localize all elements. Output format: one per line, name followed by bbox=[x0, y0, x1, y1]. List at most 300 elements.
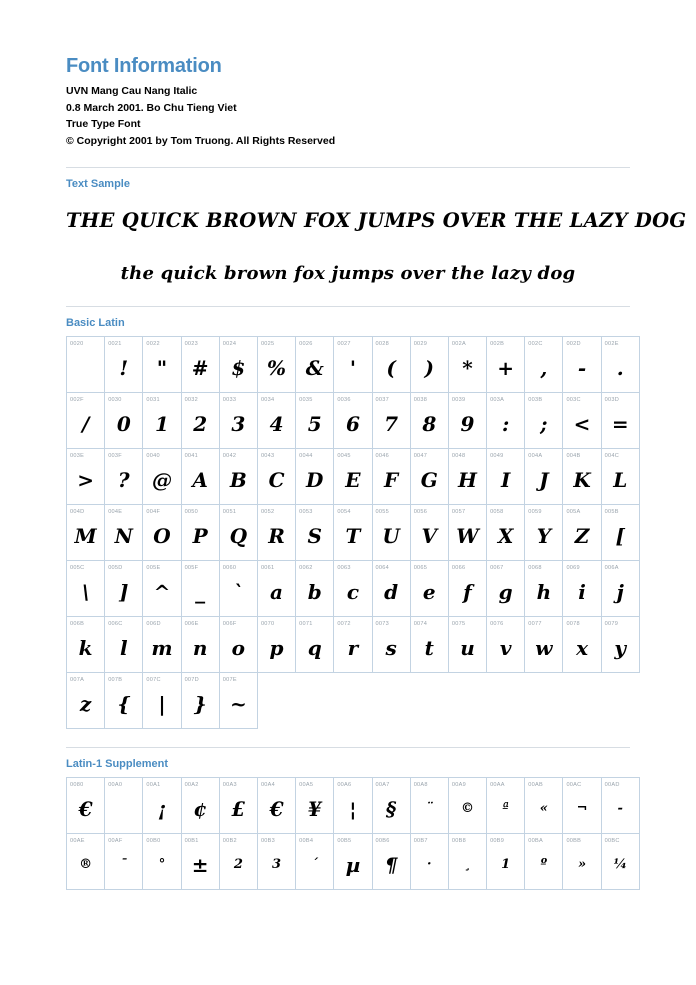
glyph-cell[interactable] bbox=[410, 337, 448, 393]
glyph-codepoint-label: 0027 bbox=[337, 341, 351, 347]
glyph-codepoint-label: 006E bbox=[184, 621, 199, 627]
glyph-character: µ bbox=[345, 853, 361, 877]
glyph-cell[interactable] bbox=[296, 561, 334, 617]
glyph-codepoint-label: 003C bbox=[566, 397, 581, 403]
glyph-cell[interactable] bbox=[487, 561, 525, 617]
glyph-codepoint-label: 004D bbox=[70, 509, 85, 515]
glyph-character: ¬ bbox=[576, 801, 588, 816]
glyph-codepoint-label: 0055 bbox=[375, 509, 389, 515]
glyph-cell[interactable] bbox=[563, 561, 601, 617]
glyph-cell[interactable] bbox=[410, 561, 448, 617]
glyph-cell[interactable] bbox=[563, 505, 601, 561]
glyph-character: F bbox=[383, 468, 399, 492]
sample-lowercase: the quick brown fox jumps over the lazy dog bbox=[120, 263, 576, 284]
glyph-codepoint-label: 0022 bbox=[146, 341, 160, 347]
glyph-cell[interactable] bbox=[181, 449, 219, 505]
glyph-codepoint-label: 00AB bbox=[528, 782, 543, 788]
glyph-codepoint-label: 00A1 bbox=[146, 782, 161, 788]
glyph-cell[interactable] bbox=[181, 337, 219, 393]
glyph-codepoint-label: 0038 bbox=[413, 397, 428, 403]
glyph-character: G bbox=[420, 468, 438, 492]
glyph-cell[interactable] bbox=[448, 617, 486, 673]
glyph-cell-empty bbox=[334, 673, 372, 729]
glyph-character: ± bbox=[191, 853, 209, 877]
glyph-cell[interactable] bbox=[334, 505, 372, 561]
glyph-character: ® bbox=[79, 857, 93, 872]
glyph-codepoint-label: 00B5 bbox=[337, 838, 352, 844]
glyph-character: » bbox=[577, 857, 587, 872]
glyph-codepoint-label: 0064 bbox=[375, 565, 389, 571]
glyph-cell[interactable] bbox=[143, 561, 181, 617]
glyph-codepoint-label: 002F bbox=[70, 397, 84, 403]
glyph-character: ¯ bbox=[120, 857, 128, 872]
glyph-codepoint-label: 0049 bbox=[490, 453, 504, 459]
glyph-codepoint-label: 0037 bbox=[375, 397, 389, 403]
glyph-character: b bbox=[307, 580, 322, 604]
glyph-character: p bbox=[269, 636, 284, 660]
glyph-character: ' bbox=[349, 356, 356, 380]
glyph-codepoint-label: 0059 bbox=[528, 509, 542, 515]
glyph-character: Q bbox=[229, 524, 248, 548]
glyph-character: w bbox=[535, 636, 553, 660]
glyph-cell[interactable] bbox=[601, 561, 639, 617]
glyph-codepoint-label: 0051 bbox=[222, 509, 237, 515]
glyph-cell[interactable] bbox=[143, 505, 181, 561]
glyph-cell[interactable] bbox=[448, 337, 486, 393]
glyph-character: . bbox=[616, 356, 624, 380]
glyph-cell[interactable] bbox=[67, 337, 105, 393]
glyph-cell[interactable] bbox=[105, 778, 143, 834]
glyph-row bbox=[67, 505, 640, 561]
glyph-cell[interactable] bbox=[219, 778, 257, 834]
glyph-codepoint-label: 0042 bbox=[222, 453, 237, 459]
glyph-cell[interactable] bbox=[181, 393, 219, 449]
glyph-character: } bbox=[193, 692, 207, 716]
glyph-cell[interactable] bbox=[296, 505, 334, 561]
section-heading-text-sample: Text Sample bbox=[66, 178, 130, 190]
glyph-cell[interactable] bbox=[372, 337, 410, 393]
glyph-cell[interactable] bbox=[67, 505, 105, 561]
glyph-character: Y bbox=[536, 524, 551, 548]
glyph-cell[interactable] bbox=[105, 449, 143, 505]
glyph-character: L bbox=[613, 468, 628, 492]
glyph-character: M bbox=[74, 524, 97, 548]
glyph-cell[interactable] bbox=[219, 673, 257, 729]
section-divider bbox=[66, 167, 630, 168]
glyph-cell[interactable] bbox=[372, 505, 410, 561]
font-version-line: 0.8 March 2001. Bo Chu Tieng Viet bbox=[66, 101, 237, 114]
glyph-character: ¼ bbox=[613, 857, 627, 872]
glyph-cell[interactable] bbox=[296, 337, 334, 393]
glyph-codepoint-label: 0041 bbox=[184, 453, 199, 459]
glyph-cell[interactable] bbox=[372, 561, 410, 617]
glyph-cell[interactable] bbox=[257, 337, 295, 393]
glyph-character: ¨ bbox=[426, 801, 433, 816]
section-basic-latin bbox=[66, 306, 630, 729]
glyph-codepoint-label: 0076 bbox=[490, 621, 504, 627]
glyph-cell[interactable] bbox=[219, 505, 257, 561]
glyph-cell[interactable] bbox=[257, 778, 295, 834]
glyph-cell[interactable] bbox=[410, 778, 448, 834]
glyph-cell[interactable] bbox=[487, 505, 525, 561]
glyph-character: 3 bbox=[272, 857, 282, 872]
glyph-character: £ bbox=[231, 797, 246, 821]
glyph-codepoint-label: 002E bbox=[604, 341, 619, 347]
glyph-row bbox=[67, 561, 640, 617]
glyph-cell[interactable] bbox=[525, 561, 563, 617]
glyph-cell[interactable] bbox=[563, 778, 601, 834]
glyph-cell[interactable] bbox=[143, 617, 181, 673]
glyph-cell[interactable] bbox=[143, 673, 181, 729]
glyph-cell[interactable] bbox=[563, 393, 601, 449]
glyph-character: ¶ bbox=[384, 853, 398, 877]
glyph-cell-empty bbox=[448, 673, 486, 729]
glyph-codepoint-label: 0029 bbox=[413, 341, 428, 347]
glyph-cell[interactable] bbox=[181, 505, 219, 561]
glyph-character: S bbox=[307, 524, 322, 548]
glyph-cell[interactable] bbox=[296, 449, 334, 505]
glyph-codepoint-label: 007D bbox=[184, 677, 199, 683]
glyph-character: B bbox=[229, 468, 247, 492]
glyph-cell[interactable] bbox=[219, 561, 257, 617]
glyph-cell[interactable] bbox=[143, 778, 181, 834]
glyph-cell[interactable] bbox=[410, 449, 448, 505]
section-heading-latin1-supplement: Latin-1 Supplement bbox=[66, 758, 169, 770]
glyph-character: A bbox=[192, 468, 208, 492]
glyph-cell[interactable] bbox=[372, 617, 410, 673]
glyph-codepoint-label: 00A4 bbox=[260, 782, 276, 788]
glyph-cell[interactable] bbox=[487, 617, 525, 673]
glyph-character: t bbox=[424, 636, 434, 660]
glyph-codepoint-label: 005C bbox=[70, 565, 85, 571]
glyph-character: 2 bbox=[233, 857, 243, 872]
glyph-cell[interactable] bbox=[487, 393, 525, 449]
glyph-character: 8 bbox=[422, 412, 437, 436]
glyph-cell[interactable] bbox=[257, 449, 295, 505]
glyph-codepoint-label: 003B bbox=[528, 397, 543, 403]
glyph-character: U bbox=[382, 524, 400, 548]
glyph-codepoint-label: 00AE bbox=[70, 838, 85, 844]
glyph-cell[interactable] bbox=[487, 337, 525, 393]
glyph-character: ~ bbox=[229, 692, 247, 716]
glyph-cell[interactable] bbox=[143, 834, 181, 890]
glyph-codepoint-label: 0050 bbox=[184, 509, 199, 515]
glyph-codepoint-label: 003F bbox=[108, 453, 122, 459]
glyph-character: V bbox=[421, 524, 438, 548]
glyph-cell[interactable] bbox=[296, 834, 334, 890]
glyph-cell[interactable] bbox=[257, 834, 295, 890]
glyph-codepoint-label: 007E bbox=[222, 677, 237, 683]
glyph-character: € bbox=[78, 797, 93, 821]
section-divider bbox=[66, 747, 630, 748]
glyph-codepoint-label: 00A0 bbox=[108, 782, 123, 788]
glyph-codepoint-label: 0069 bbox=[566, 565, 580, 571]
glyph-cell[interactable] bbox=[105, 617, 143, 673]
glyph-cell[interactable] bbox=[257, 617, 295, 673]
glyph-cell[interactable] bbox=[219, 337, 257, 393]
glyph-cell[interactable] bbox=[525, 834, 563, 890]
glyph-cell[interactable] bbox=[67, 617, 105, 673]
glyph-row bbox=[67, 778, 640, 834]
glyph-codepoint-label: 00BA bbox=[528, 838, 543, 844]
glyph-cell[interactable] bbox=[181, 778, 219, 834]
glyph-cell[interactable] bbox=[143, 449, 181, 505]
glyph-character: ¸ bbox=[464, 857, 471, 872]
glyph-cell[interactable] bbox=[67, 778, 105, 834]
glyph-character: _ bbox=[195, 580, 206, 604]
glyph-cell[interactable] bbox=[448, 778, 486, 834]
glyph-cell[interactable] bbox=[257, 561, 295, 617]
glyph-cell[interactable] bbox=[448, 561, 486, 617]
glyph-cell[interactable] bbox=[410, 393, 448, 449]
glyph-codepoint-label: 00B7 bbox=[413, 838, 428, 844]
glyph-codepoint-label: 006A bbox=[604, 565, 619, 571]
glyph-codepoint-label: 00B8 bbox=[451, 838, 466, 844]
glyph-cell[interactable] bbox=[334, 393, 372, 449]
glyph-character: D bbox=[306, 468, 324, 492]
glyph-codepoint-label: 003E bbox=[70, 453, 85, 459]
glyph-character: d bbox=[384, 580, 399, 604]
glyph-cell[interactable] bbox=[296, 617, 334, 673]
document-header bbox=[66, 0, 630, 149]
glyph-cell[interactable] bbox=[601, 337, 639, 393]
glyph-character: 4 bbox=[269, 412, 284, 436]
glyph-cell[interactable] bbox=[143, 393, 181, 449]
glyph-cell[interactable] bbox=[105, 505, 143, 561]
glyph-cell[interactable] bbox=[563, 449, 601, 505]
glyph-codepoint-label: 004E bbox=[108, 509, 123, 515]
glyph-character: c bbox=[346, 580, 359, 604]
glyph-character: ¢ bbox=[193, 797, 208, 821]
glyph-codepoint-label: 0061 bbox=[260, 565, 275, 571]
glyph-character: § bbox=[385, 797, 397, 821]
glyph-cell[interactable] bbox=[601, 393, 639, 449]
glyph-codepoint-label: 0034 bbox=[260, 397, 275, 403]
glyph-codepoint-label: 002B bbox=[490, 341, 505, 347]
glyph-codepoint-label: 0056 bbox=[413, 509, 428, 515]
glyph-cell[interactable] bbox=[563, 617, 601, 673]
glyph-character: | bbox=[158, 692, 166, 716]
glyph-character: 6 bbox=[345, 412, 360, 436]
glyph-codepoint-label: 006F bbox=[222, 621, 237, 627]
glyph-character: X bbox=[497, 524, 514, 548]
glyph-codepoint-label: 00B9 bbox=[490, 838, 505, 844]
glyph-cell[interactable] bbox=[525, 393, 563, 449]
glyph-cell[interactable] bbox=[525, 778, 563, 834]
glyph-character: R bbox=[268, 524, 285, 548]
glyph-codepoint-label: 004F bbox=[146, 509, 161, 515]
glyph-cell[interactable] bbox=[143, 337, 181, 393]
glyph-cell[interactable] bbox=[296, 778, 334, 834]
glyph-cell[interactable] bbox=[257, 393, 295, 449]
glyph-cell[interactable] bbox=[105, 393, 143, 449]
glyph-codepoint-label: 0054 bbox=[337, 509, 351, 515]
glyph-cell[interactable] bbox=[448, 393, 486, 449]
glyph-cell[interactable] bbox=[67, 393, 105, 449]
text-sample-block bbox=[66, 197, 687, 288]
glyph-codepoint-label: 0063 bbox=[337, 565, 351, 571]
glyph-cell[interactable] bbox=[525, 449, 563, 505]
glyph-codepoint-label: 002A bbox=[451, 341, 466, 347]
glyph-cell[interactable] bbox=[525, 337, 563, 393]
glyph-codepoint-label: 0079 bbox=[604, 621, 619, 627]
glyph-cell[interactable] bbox=[334, 617, 372, 673]
glyph-cell[interactable] bbox=[410, 834, 448, 890]
glyph-cell[interactable] bbox=[372, 834, 410, 890]
glyph-codepoint-label: 0075 bbox=[451, 621, 466, 627]
glyph-cell[interactable] bbox=[487, 778, 525, 834]
glyph-cell-empty bbox=[487, 673, 525, 729]
glyph-cell-empty bbox=[601, 673, 639, 729]
glyph-cell[interactable] bbox=[410, 505, 448, 561]
glyph-character: 0 bbox=[116, 412, 131, 436]
glyph-cell[interactable] bbox=[525, 617, 563, 673]
glyph-cell[interactable] bbox=[448, 505, 486, 561]
glyph-cell[interactable] bbox=[563, 337, 601, 393]
glyph-cell-empty bbox=[257, 673, 295, 729]
glyph-cell[interactable] bbox=[334, 449, 372, 505]
glyph-cell[interactable] bbox=[219, 393, 257, 449]
glyph-cell[interactable] bbox=[334, 778, 372, 834]
glyph-character: ° bbox=[158, 857, 166, 872]
glyph-character: P bbox=[192, 524, 208, 548]
font-type-line: True Type Font bbox=[66, 118, 141, 130]
section-heading-basic-latin: Basic Latin bbox=[66, 317, 125, 329]
glyph-character: ; bbox=[540, 412, 548, 436]
section-latin1-supplement bbox=[66, 747, 630, 890]
glyph-cell[interactable] bbox=[601, 834, 639, 890]
glyph-codepoint-label: 0047 bbox=[413, 453, 428, 459]
glyph-character: ` bbox=[233, 580, 244, 604]
glyph-cell[interactable] bbox=[487, 834, 525, 890]
glyph-character: o bbox=[231, 636, 246, 660]
glyph-codepoint-label: 004C bbox=[604, 453, 619, 459]
glyph-character: \ bbox=[81, 580, 90, 604]
glyph-cell[interactable] bbox=[105, 673, 143, 729]
glyph-character: T bbox=[345, 524, 361, 548]
glyph-codepoint-label: 0026 bbox=[299, 341, 313, 347]
glyph-cell[interactable] bbox=[372, 393, 410, 449]
glyph-character: ) bbox=[424, 356, 435, 380]
glyph-character: n bbox=[192, 636, 208, 660]
glyph-codepoint-label: 0040 bbox=[146, 453, 160, 459]
glyph-row bbox=[67, 449, 640, 505]
glyph-codepoint-label: 00A6 bbox=[337, 782, 352, 788]
glyph-cell[interactable] bbox=[219, 449, 257, 505]
glyph-codepoint-label: 00A3 bbox=[222, 782, 237, 788]
glyph-codepoint-label: 0057 bbox=[451, 509, 466, 515]
glyph-cell[interactable] bbox=[67, 561, 105, 617]
glyph-cell[interactable] bbox=[448, 834, 486, 890]
glyph-codepoint-label: 004A bbox=[528, 453, 543, 459]
glyph-character: 3 bbox=[231, 412, 246, 436]
glyph-row bbox=[67, 337, 640, 393]
glyph-cell[interactable] bbox=[563, 834, 601, 890]
glyph-cell[interactable] bbox=[487, 449, 525, 505]
glyph-cell[interactable] bbox=[372, 449, 410, 505]
glyph-codepoint-label: 0030 bbox=[108, 397, 122, 403]
glyph-cell[interactable] bbox=[105, 337, 143, 393]
glyph-character: ? bbox=[117, 468, 130, 492]
glyph-character: Z bbox=[574, 524, 590, 548]
glyph-codepoint-label: 0048 bbox=[451, 453, 466, 459]
glyph-codepoint-label: 00AF bbox=[108, 838, 123, 844]
glyph-character: H bbox=[458, 468, 477, 492]
glyph-character: m bbox=[151, 636, 173, 660]
glyph-cell-empty bbox=[410, 673, 448, 729]
glyph-codepoint-label: 0032 bbox=[184, 397, 199, 403]
glyph-cell[interactable] bbox=[448, 449, 486, 505]
glyph-cell[interactable] bbox=[181, 617, 219, 673]
glyph-cell[interactable] bbox=[67, 834, 105, 890]
glyph-codepoint-label: 0020 bbox=[70, 341, 84, 347]
glyph-character: { bbox=[117, 692, 131, 716]
glyph-cell[interactable] bbox=[334, 561, 372, 617]
glyph-character: ] bbox=[119, 580, 129, 604]
glyph-cell[interactable] bbox=[601, 449, 639, 505]
glyph-cell[interactable] bbox=[67, 449, 105, 505]
page-title: Font Information bbox=[66, 55, 222, 77]
glyph-codepoint-label: 005F bbox=[184, 565, 199, 571]
glyph-character: e bbox=[422, 580, 436, 604]
glyph-cell-empty bbox=[372, 673, 410, 729]
glyph-cell[interactable] bbox=[334, 337, 372, 393]
section-text-sample bbox=[66, 167, 687, 288]
glyph-cell[interactable] bbox=[601, 617, 639, 673]
glyph-cell[interactable] bbox=[181, 834, 219, 890]
glyph-cell[interactable] bbox=[219, 617, 257, 673]
glyph-codepoint-label: 0060 bbox=[222, 565, 237, 571]
glyph-character: i bbox=[578, 580, 586, 604]
glyph-codepoint-label: 0039 bbox=[451, 397, 466, 403]
glyph-cell[interactable] bbox=[334, 834, 372, 890]
glyph-codepoint-label: 0062 bbox=[299, 565, 313, 571]
glyph-character: ^ bbox=[153, 580, 171, 604]
glyph-cell[interactable] bbox=[219, 834, 257, 890]
glyph-cell[interactable] bbox=[181, 561, 219, 617]
glyph-character: < bbox=[573, 412, 591, 436]
glyph-codepoint-label: 005A bbox=[566, 509, 581, 515]
glyph-cell[interactable] bbox=[410, 617, 448, 673]
glyph-cell[interactable] bbox=[296, 393, 334, 449]
glyph-cell[interactable] bbox=[257, 505, 295, 561]
glyph-codepoint-label: 006C bbox=[108, 621, 123, 627]
glyph-cell[interactable] bbox=[67, 673, 105, 729]
glyph-codepoint-label: 0068 bbox=[528, 565, 542, 571]
glyph-cell[interactable] bbox=[525, 505, 563, 561]
glyph-cell[interactable] bbox=[181, 673, 219, 729]
glyph-codepoint-label: 0070 bbox=[260, 621, 275, 627]
glyph-character: s bbox=[385, 636, 397, 660]
glyph-cell[interactable] bbox=[601, 778, 639, 834]
glyph-codepoint-label: 003A bbox=[490, 397, 505, 403]
glyph-cell[interactable] bbox=[372, 778, 410, 834]
glyph-cell[interactable] bbox=[105, 561, 143, 617]
glyph-codepoint-label: 005D bbox=[108, 565, 123, 571]
glyph-character: 9 bbox=[460, 412, 475, 436]
glyph-row bbox=[67, 834, 640, 890]
glyph-cell-empty bbox=[296, 673, 334, 729]
glyph-character: / bbox=[81, 412, 90, 436]
glyph-cell[interactable] bbox=[105, 834, 143, 890]
glyph-character: ¡ bbox=[157, 797, 167, 821]
glyph-character: 5 bbox=[307, 412, 322, 436]
glyph-codepoint-label: 0025 bbox=[260, 341, 275, 347]
glyph-codepoint-label: 0036 bbox=[337, 397, 351, 403]
glyph-codepoint-label: 0044 bbox=[299, 453, 313, 459]
glyph-character: · bbox=[427, 857, 432, 872]
glyph-cell[interactable] bbox=[601, 505, 639, 561]
